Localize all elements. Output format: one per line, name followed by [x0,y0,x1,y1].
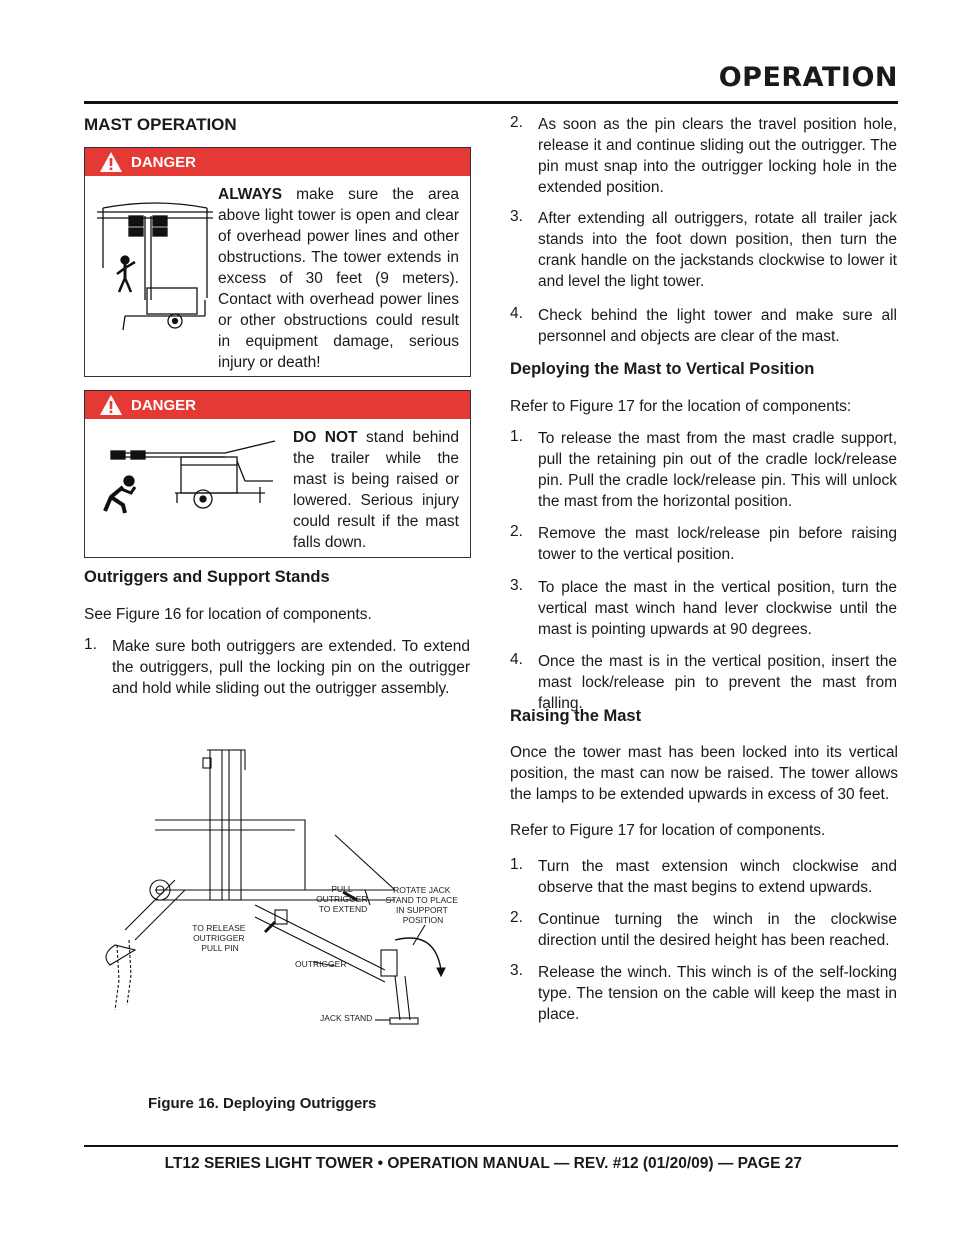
warning-icon [99,394,123,416]
danger-text-overhead [218,184,459,373]
label-line: OUTRIGGER [193,933,245,943]
danger-box-mast [84,390,471,558]
raising-heading: Raising the Mast [510,707,642,725]
list-item: Once the mast is in the vertical position, insert the mast lock/release pin to prevent the mast from falling. [538,653,897,712]
deploy-intro: Refer to Figure 17 for the location of components: [510,398,852,415]
danger-box-overhead [84,147,471,377]
danger-body: make sure the area above light tower is open and clear of overhead power lines and other obstructions. The tower extends in excess of 30 feet (9 meters). Contact with overhead power lines or other obstructions could result in equipment damage, serious injury or death! [218,186,459,371]
label-line: ROTATE JACK [393,885,451,895]
danger-label: DANGER [131,396,197,414]
figure-deploying-outriggers [95,740,465,1040]
danger-bar [85,391,470,419]
page-footer: LT12 SERIES LIGHT TOWER • OPERATION MANUAL — REV. #12 (01/20/09) — PAGE 27 [164,1155,802,1172]
list-item: As soon as the pin clears the travel position hole, release it and continue sliding out the outrigger. The pin must snap into the outrigger locking hole in the extended position. [538,116,897,196]
footer-rule [84,1145,898,1147]
list-item: To release the mast from the mast cradle support, pull the retaining pin out of the cradle lock/release pin. Pull the cradle lock/release pin. This will unlock the mast from the horizontal position. [538,430,897,510]
list-number: 4. [510,305,523,322]
power-line-hazard-illustration [95,188,217,348]
label-line: OUTRIGGER [316,894,368,904]
raising-paragraph: Once the tower mast has been locked into its vertical position, the mast can now be raised. The tower allows the lamps to be extended upwards in excess of 30 feet. [510,744,898,803]
raising-intro: Refer to Figure 17 for location of components. [510,822,826,839]
label-line: IN SUPPORT [395,905,448,915]
label-jack-stand: JACK STAND [320,1013,373,1023]
list-number: 3. [510,962,523,979]
list-item: To place the mast in the vertical position, turn the vertical mast winch hand lever clockwise until the mast is pointing upwards at 90 degrees. [538,579,897,638]
danger-lead: DO NOT [293,429,358,446]
list-item: Make sure both outriggers are extended. To extend the outriggers, pull the locking pin on the outrigger and hold while sliding out the outrigger assembly. [112,638,470,697]
list-number: 2. [510,909,523,926]
outriggers-intro: See Figure 16 for location of components. [84,606,372,623]
list-item: Turn the mast extension winch clockwise and observe that the mast begins to extend upwards. [538,858,897,896]
list-number: 1. [510,428,523,445]
label-line: TO EXTEND [318,904,368,914]
figure-caption: Figure 16. Deploying Outriggers [148,1095,377,1112]
page-title: OPERATION [718,62,898,93]
list-number: 3. [510,577,523,594]
list-item: Remove the mast lock/release pin before raising tower to the vertical position. [538,525,897,563]
outriggers-heading: Outriggers and Support Stands [84,568,330,586]
warning-icon [99,151,123,173]
label-line: TO RELEASE [192,923,246,933]
danger-lead: ALWAYS [218,186,283,203]
list-item: Continue turning the winch in the clockwise direction until the desired height has been reached. [538,911,897,949]
label-line: PULL PIN [201,943,239,953]
list-number: 2. [510,523,523,540]
list-number: 1. [84,636,97,653]
list-number: 2. [510,114,523,131]
list-item: Release the winch. This winch is of the self-locking type. The tension on the cable will keep the mast in place. [538,964,897,1023]
header-rule [84,101,898,104]
section-title: MAST OPERATION [84,115,237,134]
danger-text-mast [293,427,459,553]
label-line: STAND TO PLACE [385,895,458,905]
label-line: PULL [331,884,353,894]
danger-body: stand behind the trailer while the mast is being raised or lowered. Serious injury could result if the mast falls down. [293,429,460,551]
label-release-outrigger [192,923,248,953]
list-item: Check behind the light tower and make sure all personnel and objects are clear of the mast. [538,307,897,345]
list-number: 1. [510,856,523,873]
danger-label: DANGER [131,153,197,171]
label-rotate-jack-stand [386,885,461,925]
label-pull-outrigger [316,884,370,914]
list-number: 4. [510,651,523,668]
label-outrigger: OUTRIGGER [295,959,347,969]
falling-mast-hazard-illustration [95,431,285,521]
label-line: POSITION [402,915,444,925]
danger-bar [85,148,470,176]
list-number: 3. [510,208,523,225]
deploy-heading: Deploying the Mast to Vertical Position [510,360,815,378]
list-item: After extending all outriggers, rotate all trailer jack stands into the foot down position, then turn the crank handle on the jackstands clockwise to lower it and level the light tower. [538,210,897,290]
